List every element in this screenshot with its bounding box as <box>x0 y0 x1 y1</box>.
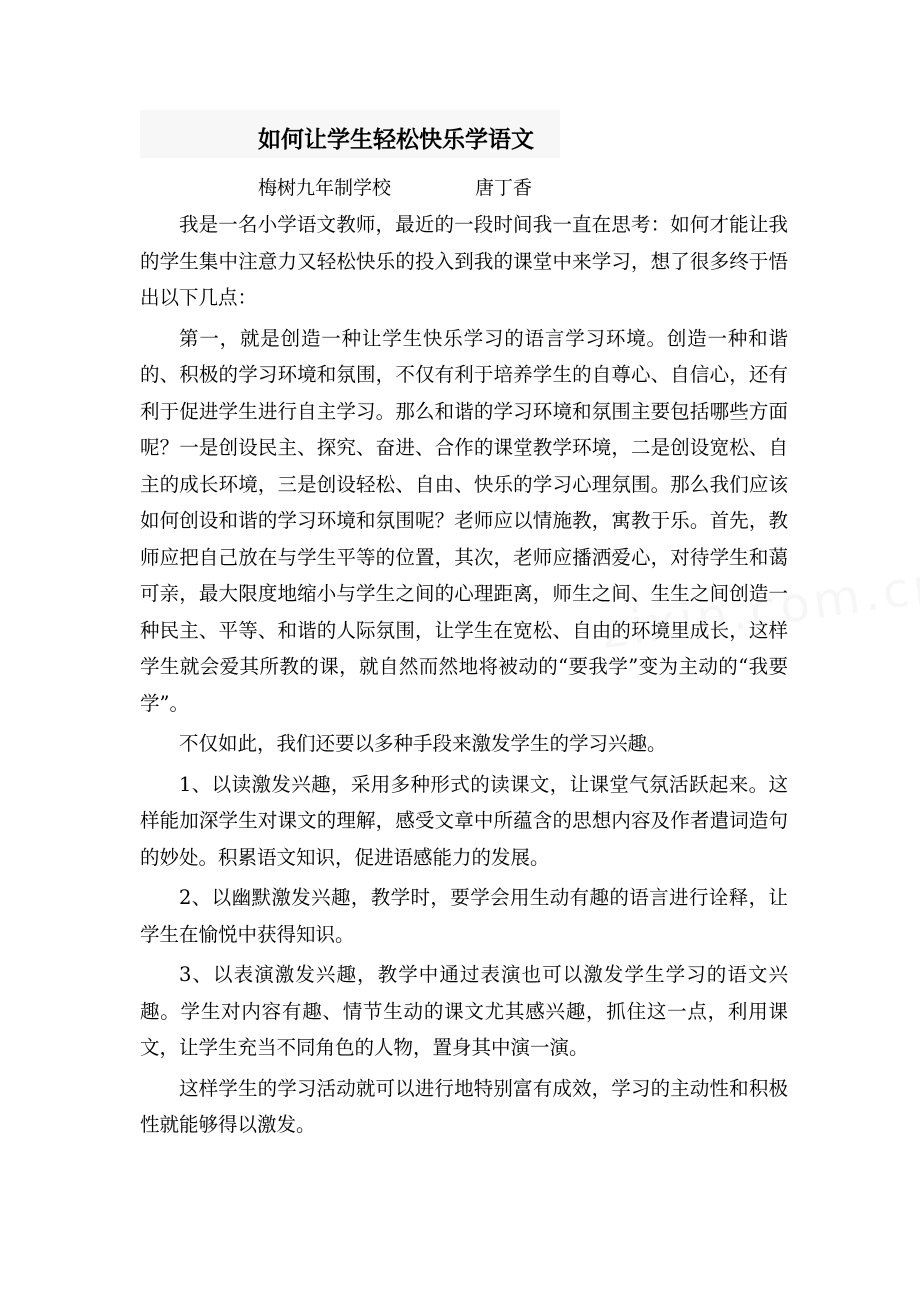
paragraph-first-point: 第一，就是创造一种让学生快乐学习的语言学习环境。创造一种和谐的、积极的学习环境和氛围，不仅有利于培养学生的自尊心、自信心，还有利于促进学生进行自主学习。那么和谐的学习环境和氛围主要包括哪些方面呢？一是创设民主、探究、奋进、合作的课堂教学环境，二是创设宽松、自主的成长环境，三是创设轻松、自由、快乐的学习心理氛围。那么我们应该如何创设和谐的学习环境和氛围呢？老师应以情施教，寓教于乐。首先，教师应把自己放在与学生平等的位置，其次，老师应播洒爱心，对待学生和蔼可亲，最大限度地缩小与学生之间的心理距离，师生之间、生生之间创造一种民主、平等、和谐的人际氛围，让学生在宽松、自由的环境里成长，这样学生就会爱其所教的课，就自然而然地将被动的“要我学”变为主动的“我要学”。 <box>140 326 788 715</box>
byline <box>258 170 532 206</box>
school-name: 梅树九年制学校 <box>258 177 392 199</box>
paragraph-methods-intro: 不仅如此，我们还要以多种手段来激发学生的学习兴趣。 <box>179 732 667 755</box>
paragraph-method-reading: 1、以读激发兴趣，采用多种形式的读课文，让课堂气氛活跃起来。这样能加深学生对课文的理解，感受文章中所蕴含的思想内容及作者遣词造句的妙处。积累语文知识，促进语感能力的发展。 <box>140 772 788 869</box>
paragraph-method-humor: 2、以幽默激发兴趣，教学时，要学会用生动有趣的语言进行诠释，让学生在愉悦中获得知识。 <box>140 886 788 946</box>
document-title: 如何让学生轻松快乐学语文 <box>258 126 534 153</box>
paragraph-intro: 我是一名小学语文教师，最近的一段时间我一直在思考：如何才能让我的学生集中注意力又轻松快乐的投入到我的课堂中来学习，想了很多终于悟出以下几点： <box>140 213 788 309</box>
document-body <box>140 207 788 1144</box>
author-name: 唐丁香 <box>475 177 533 199</box>
paragraph-conclusion: 这样学生的学习活动就可以进行地特别富有成效，学习的主动性和积极性就能够得以激发。 <box>140 1076 788 1136</box>
paragraph-method-acting: 3、以表演激发兴趣，教学中通过表演也可以激发学生学习的语文兴趣。学生对内容有趣、情节生动的课文尤其感兴趣，抓住这一点，利用课文，让学生充当不同角色的人物，置身其中演一演。 <box>140 963 788 1059</box>
